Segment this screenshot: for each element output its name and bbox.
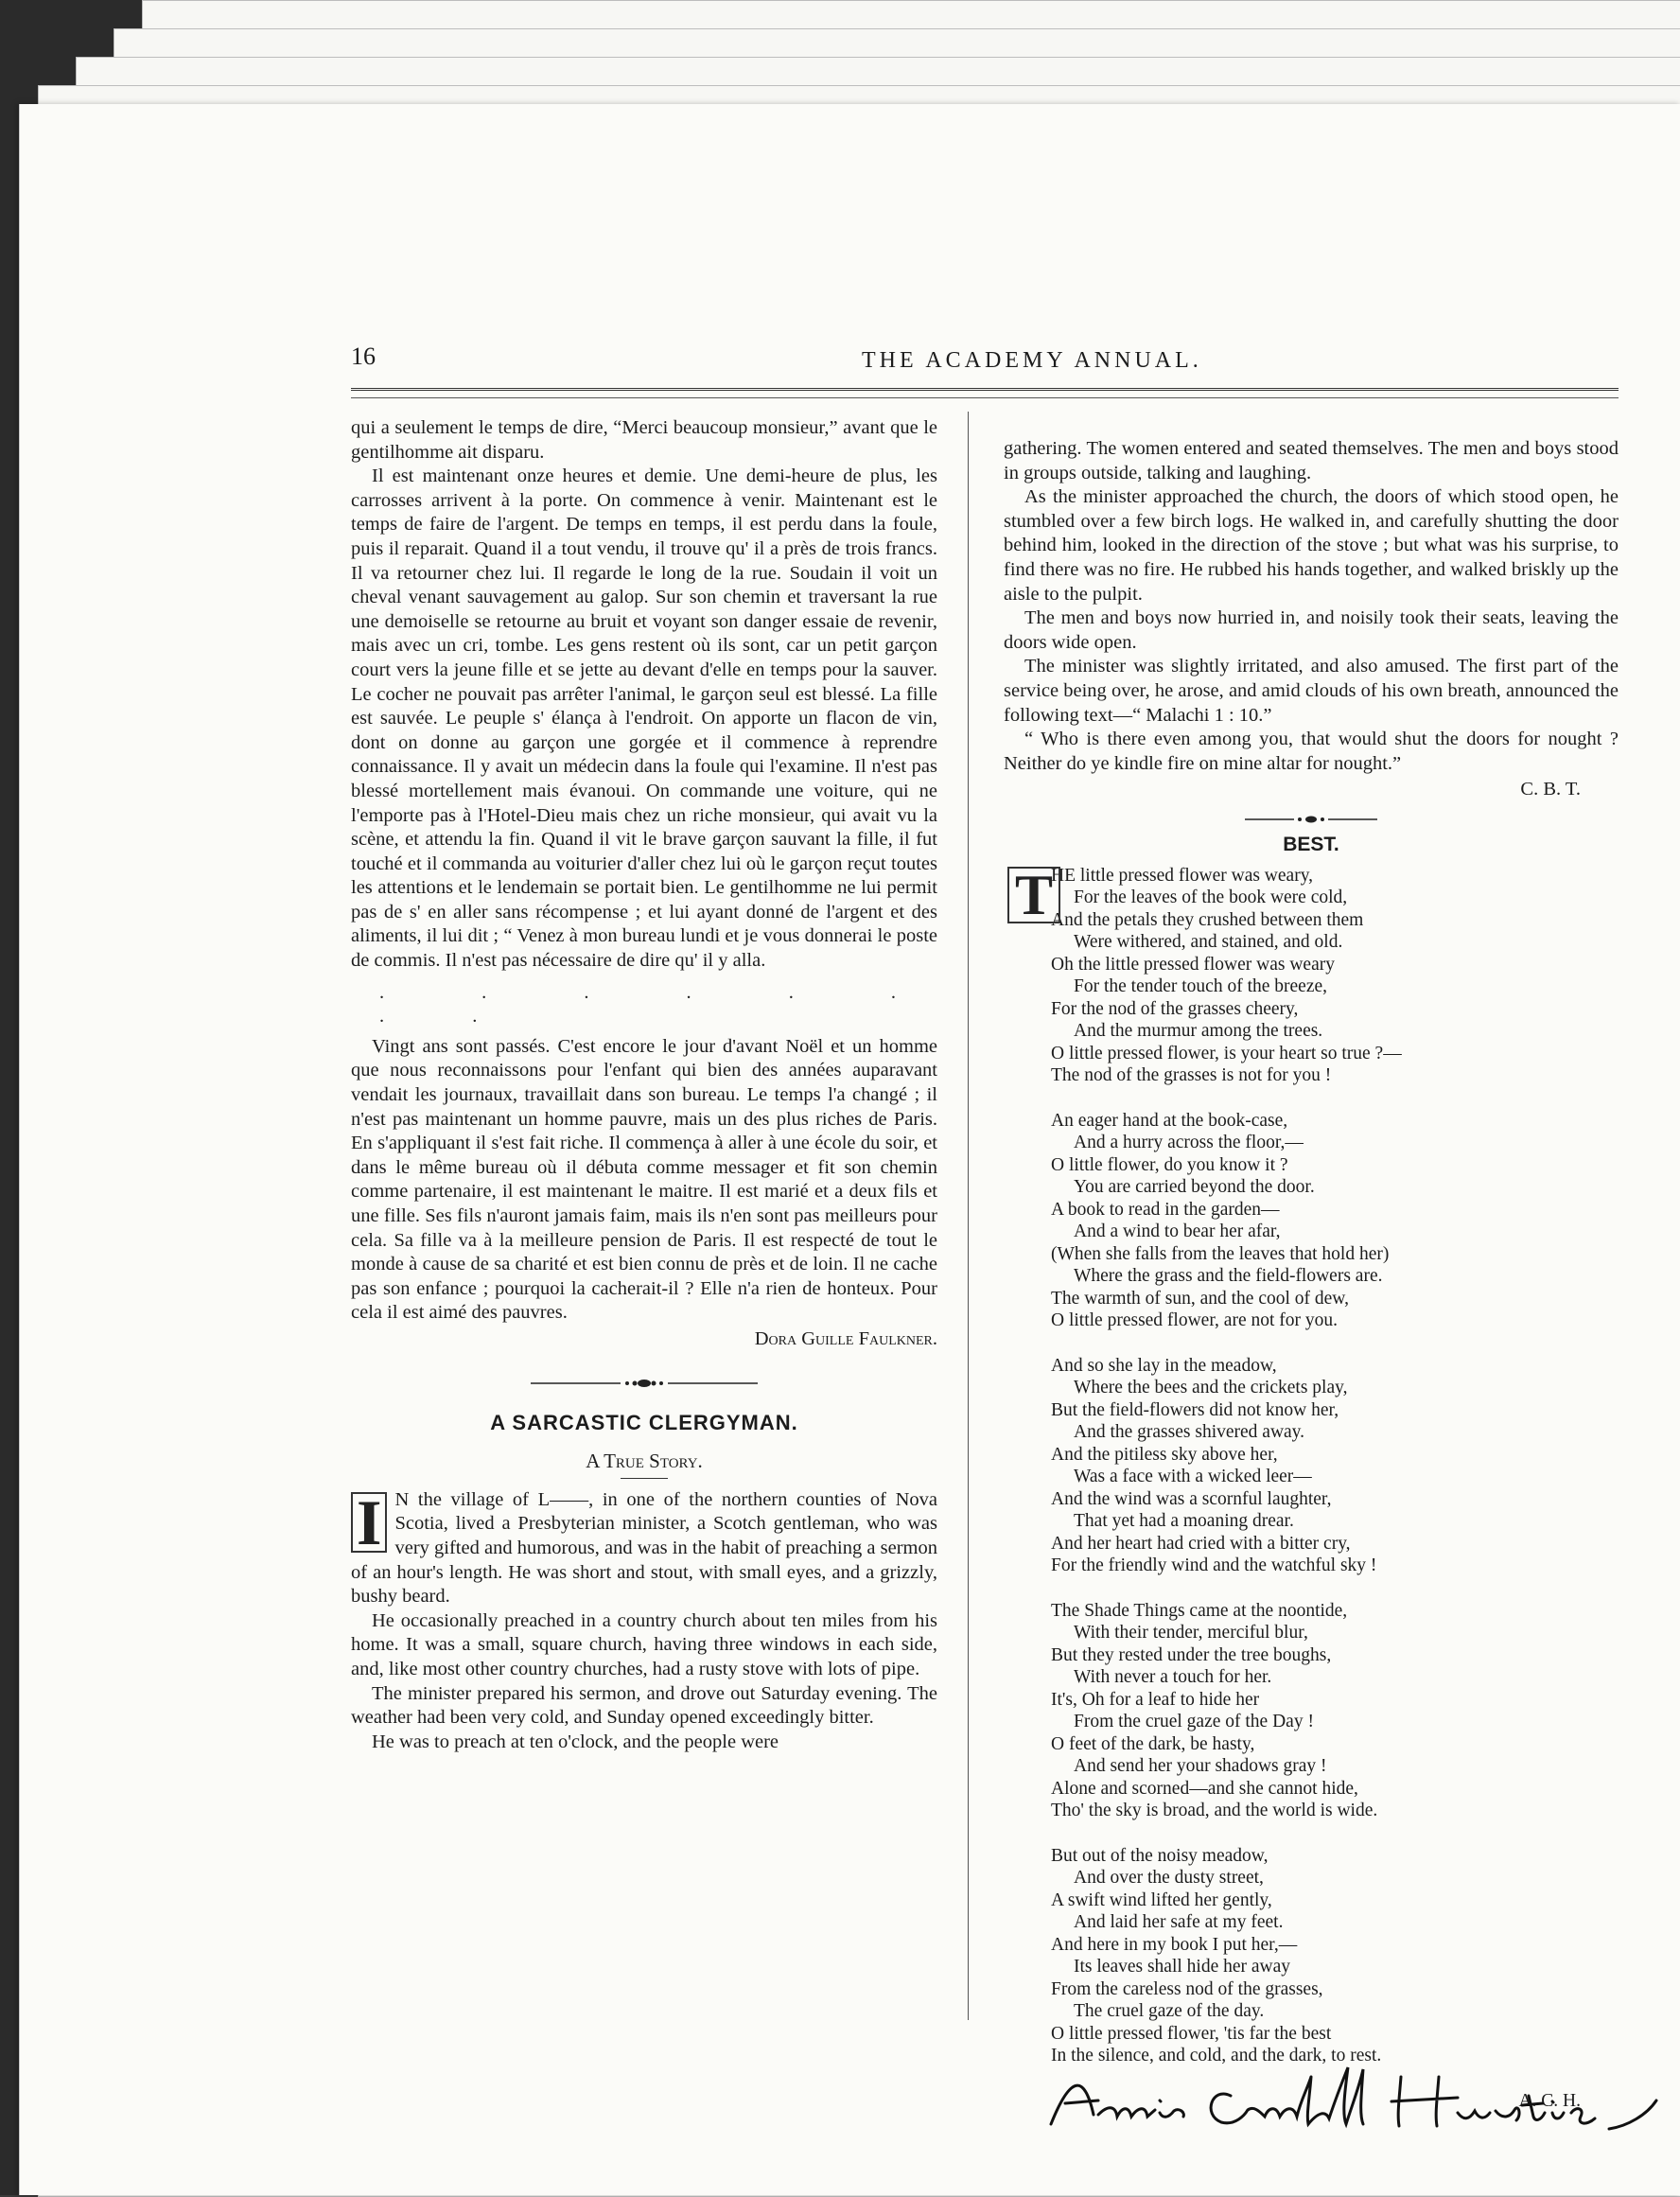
- poem-line: From the careless nod of the grasses,: [1051, 1978, 1323, 1999]
- poem-line: O feet of the dark, be hasty,: [1051, 1733, 1255, 1754]
- poem-line: Its leaves shall hide her away: [1074, 1957, 1291, 1977]
- author-initials: A. C. H.: [1518, 2090, 1581, 2111]
- header-rule: [351, 397, 1619, 398]
- poem-line: And the petals they crushed between them: [1051, 909, 1364, 930]
- author-initials: C. B. T.: [1520, 779, 1581, 800]
- poem-line: (When she falls from the leaves that hold her): [1051, 1243, 1390, 1264]
- poem-line: O little flower, do you know it ?: [1051, 1154, 1288, 1175]
- poem-stanza: [1004, 1355, 1619, 1577]
- poem-line: For the nod of the grasses cheery,: [1051, 998, 1299, 1019]
- poem-line: And laid her safe at my feet.: [1074, 1912, 1284, 1932]
- poem-line: You are carried beyond the door.: [1074, 1177, 1315, 1197]
- header-rule: [351, 388, 1619, 391]
- document-page: [19, 104, 1680, 2195]
- right-column: [1004, 437, 1619, 2112]
- subtitle-rule: [621, 1478, 668, 1479]
- french-paragraph: Il est maintenant onze heures et demie. Une demi-heure de plus, les carrosses arrivent à la porte. On commence à venir. Maintenant est le temps de faire de l'argent. De temps en temps, il est perdu dans la foule, puis il reparait. Quand il a tout vendu, il trouve qu' il a près de trois francs. Il va retourner chez lui. Il regarde le long de la rue. Soudain il voit un cheval venant sauvagement au galop. Sur son chemin et traversant la rue une demoiselle se retourne au bruit et voyant son danger essaie de revenir, mais avec un cri, tombe. Les gens restent où ils sont, car un petit garçon court vers la jeune fille et se jette au devant d'elle en temps pour la sauver. Le cocher ne pouvait pas arrêter l'animal, le garçon seul est blessé. La fille est sauvée. Le peuple s' élança à l'endroit. On apporte un flacon de vin, dont on donne au garçon une gorgée et il commence à reprendre connaissance. Il y avait un médecin dans la foule qui l'examine. Il n'est pas blessé mortellement mais évanoui. On commande une voiture, qui ne l'emporte pas à l'Hotel-Dieu mais chez un riche monsieur, qui avait vu la scène, et attendu la fin. Quand il vit le brave garçon sauvant la fille, il fut touché et il commanda au voiturier d'aller chez lui où le garçon reçut toutes les attentions et le lendemain se portait bien. Le gentilhomme ne lui permit pas de s' en aller sans récompense ; et lui ayant donné de l'argent et des aliments, il lui dit ; “ Venez à mon bureau lundi et je vous donnerai le poste de commis. Il n'est pas nécessaire de dire qu' il y alla.: [351, 466, 937, 972]
- poem-line: Were withered, and stained, and old.: [1074, 932, 1343, 952]
- drop-cap: T: [1007, 867, 1060, 923]
- poem-line: And a hurry across the floor,—: [1074, 1133, 1304, 1152]
- story-paragraph: gathering. The women entered and seated themselves. The men and boys stood in groups outside, talking and laughing.: [1004, 438, 1619, 483]
- column-divider: [968, 412, 969, 2020]
- poem-line: Where the bees and the crickets play,: [1074, 1378, 1348, 1397]
- poem-line: But they rested under the tree boughs,: [1051, 1644, 1332, 1665]
- poem-stanza: [1004, 865, 1619, 1087]
- story-subtitle: A True Story.: [586, 1450, 703, 1473]
- poem-line: But out of the noisy meadow,: [1051, 1845, 1269, 1866]
- poem-line: Where the grass and the field-flowers are.: [1074, 1266, 1383, 1286]
- page-number: 16: [351, 343, 376, 370]
- poem-line: And her heart had cried with a bitter cry,: [1051, 1533, 1351, 1554]
- french-paragraph: Vingt ans sont passés. C'est encore le jour d'avant Noël et un homme que nous reconnaissons pour l'enfant qui bien des années auparavant vendait les journaux, travaillait dans son bureau. Le temps l'a changé ; il n'est pas maintenant un homme pauvre, mais un des plus riches de Paris. En s'appliquant il s'est fait riche. Il commença à aller à une école du soir, et dans le même bureau où il débuta comme messager et fit son chemin comme partenaire, il est maintenant le maitre. Il est marié et a deux fils et une fille. Ses fils n'auront jamais faim, mais ils n'en sont pas meilleurs pour cela. Sa fille va à la meilleure pension de Paris. Il est respecté de tout le monde à cause de sa charité et est bien connu de près et de loin. Il ne cache pas son enfance ; pourquoi la cacherait-il ? Elle n'a rien de honteux. Pour cela il est aimé des pauvres.: [351, 1035, 937, 1324]
- poem-line: And the murmur among the trees.: [1074, 1021, 1323, 1041]
- poem-line: O little pressed flower, is your heart so true ?—: [1051, 1043, 1402, 1063]
- story-paragraph: He occasionally preached in a country church about ten miles from his home. It was a small, square church, having three windows in each side, and, like most other country churches, had a rusty stove with lots of pipe.: [351, 1609, 937, 1679]
- poem-line: And so she lay in the meadow,: [1051, 1355, 1277, 1376]
- section-dots: . . . . . . . .: [379, 981, 937, 1028]
- story-paragraph: The minister was slightly irritated, and also amused. The first part of the service being over, he arose, and amid clouds of his own breath, announced the following text—“ Malachi 1 : 10.”: [1004, 656, 1619, 726]
- poem-line: And send her your shadows gray !: [1074, 1756, 1327, 1776]
- poem-line: An eager hand at the book-case,: [1051, 1110, 1288, 1131]
- poem-line: With their tender, merciful blur,: [1074, 1623, 1308, 1643]
- poem-line: Oh the little pressed flower was weary: [1051, 954, 1335, 975]
- poem-line: O little pressed flower, are not for you.: [1051, 1310, 1339, 1330]
- poem-line: And over the dusty street,: [1074, 1868, 1264, 1888]
- story-paragraph: “ Who is there even among you, that would shut the doors for nought ? Neither do ye kindle fire on mine altar for nought.”: [1004, 729, 1619, 774]
- author-signature: Dora Guille Faulkner.: [754, 1327, 937, 1349]
- poem-line: O little pressed flower, 'tis far the best: [1051, 2023, 1332, 2044]
- poem-line: Tho' the sky is broad, and the world is wide.: [1051, 1801, 1378, 1820]
- poem-stanza-lines: [1051, 865, 1619, 1087]
- poem-stanza: [1004, 1600, 1619, 1822]
- poem-line: For the friendly wind and the watchful sky !: [1051, 1555, 1377, 1575]
- poem-line: And the wind was a scornful laughter,: [1051, 1488, 1332, 1509]
- poem-line: That yet had a moaning drear.: [1074, 1511, 1294, 1531]
- drop-cap: I: [351, 1492, 387, 1553]
- story-paragraph: He was to preach at ten o'clock, and the people were: [372, 1731, 779, 1752]
- story-opening-paragraph: [351, 1485, 937, 1609]
- opening-text: N the village of L——, in one of the northern counties of Nova Scotia, lived a Presbyterian minister, a Scotch gentleman, who was very gifted and humorous, and was in the habit of preaching a sermon of an hour's length. He was short and stout, with small eyes, and a grizzly, bushy beard.: [351, 1488, 937, 1608]
- poem-line: For the tender touch of the breeze,: [1074, 976, 1328, 996]
- poem-body: [1004, 865, 1619, 2113]
- poem-line: And the pitiless sky above her,: [1051, 1444, 1278, 1465]
- poem-line: And here in my book I put her,—: [1051, 1934, 1298, 1955]
- poem-stanza: [1004, 1845, 1619, 2067]
- poem-line: It's, Oh for a leaf to hide her: [1051, 1689, 1260, 1710]
- poem-line: With never a touch for her.: [1074, 1667, 1272, 1687]
- poem-line: The cruel gaze of the day.: [1074, 2001, 1265, 2021]
- poem-line: And a wind to bear her afar,: [1074, 1222, 1281, 1241]
- story-paragraph: As the minister approached the church, the doors of which stood open, he stumbled over a few birch logs. He walked in, and carefully shutting the door behind him, looked in the direction of the stove ; but what was his surprise, to find there was no fire. He rubbed his hands together, and walked briskly up the aisle to the pulpit.: [1004, 486, 1619, 605]
- story-paragraph: The minister prepared his sermon, and drove out Saturday evening. The weather had been very cold, and Sunday opened exceedingly bitter.: [351, 1682, 937, 1729]
- poem-stanza: [1004, 1110, 1619, 1332]
- poem-line: From the cruel gaze of the Day !: [1074, 1712, 1314, 1731]
- ornament-divider: [1245, 814, 1377, 825]
- poem-line: But the field-flowers did not know her,: [1051, 1399, 1339, 1420]
- poem-line: The warmth of sun, and the cool of dew,: [1051, 1288, 1349, 1309]
- running-title: THE ACADEMY ANNUAL.: [862, 348, 1202, 373]
- poem-line: Alone and scorned—and she cannot hide,: [1051, 1778, 1358, 1799]
- story-title: A SARCASTIC CLERGYMAN.: [490, 1410, 798, 1434]
- poem-line: The nod of the grasses is not for you !: [1051, 1065, 1332, 1085]
- page-header: [351, 331, 1619, 388]
- page-content: [351, 218, 1619, 2110]
- poem-line: HE little pressed flower was weary,: [1051, 865, 1314, 886]
- poem-line: Was a face with a wicked leer—: [1074, 1467, 1312, 1486]
- story-paragraph: The men and boys now hurried in, and noisily took their seats, leaving the doors wide open.: [1004, 607, 1619, 653]
- french-paragraph: qui a seulement le temps de dire, “Merci beaucoup monsieur,” avant que le gentilhomme ait disparu.: [351, 417, 937, 463]
- poem-line: The Shade Things came at the noontide,: [1051, 1600, 1348, 1621]
- left-column: [351, 416, 937, 1754]
- poem-title: BEST.: [1283, 833, 1339, 855]
- poem-line: A book to read in the garden—: [1051, 1199, 1280, 1220]
- poem-line: And the grasses shivered away.: [1074, 1422, 1305, 1442]
- poem-line: For the leaves of the book were cold,: [1074, 888, 1348, 907]
- ornament-divider: [531, 1377, 758, 1390]
- handwritten-signature: [1041, 2058, 1666, 2143]
- poem-line: A swift wind lifted her gently,: [1051, 1889, 1272, 1910]
- poem-line: In the silence, and cold, and the dark, to rest.: [1051, 2046, 1382, 2065]
